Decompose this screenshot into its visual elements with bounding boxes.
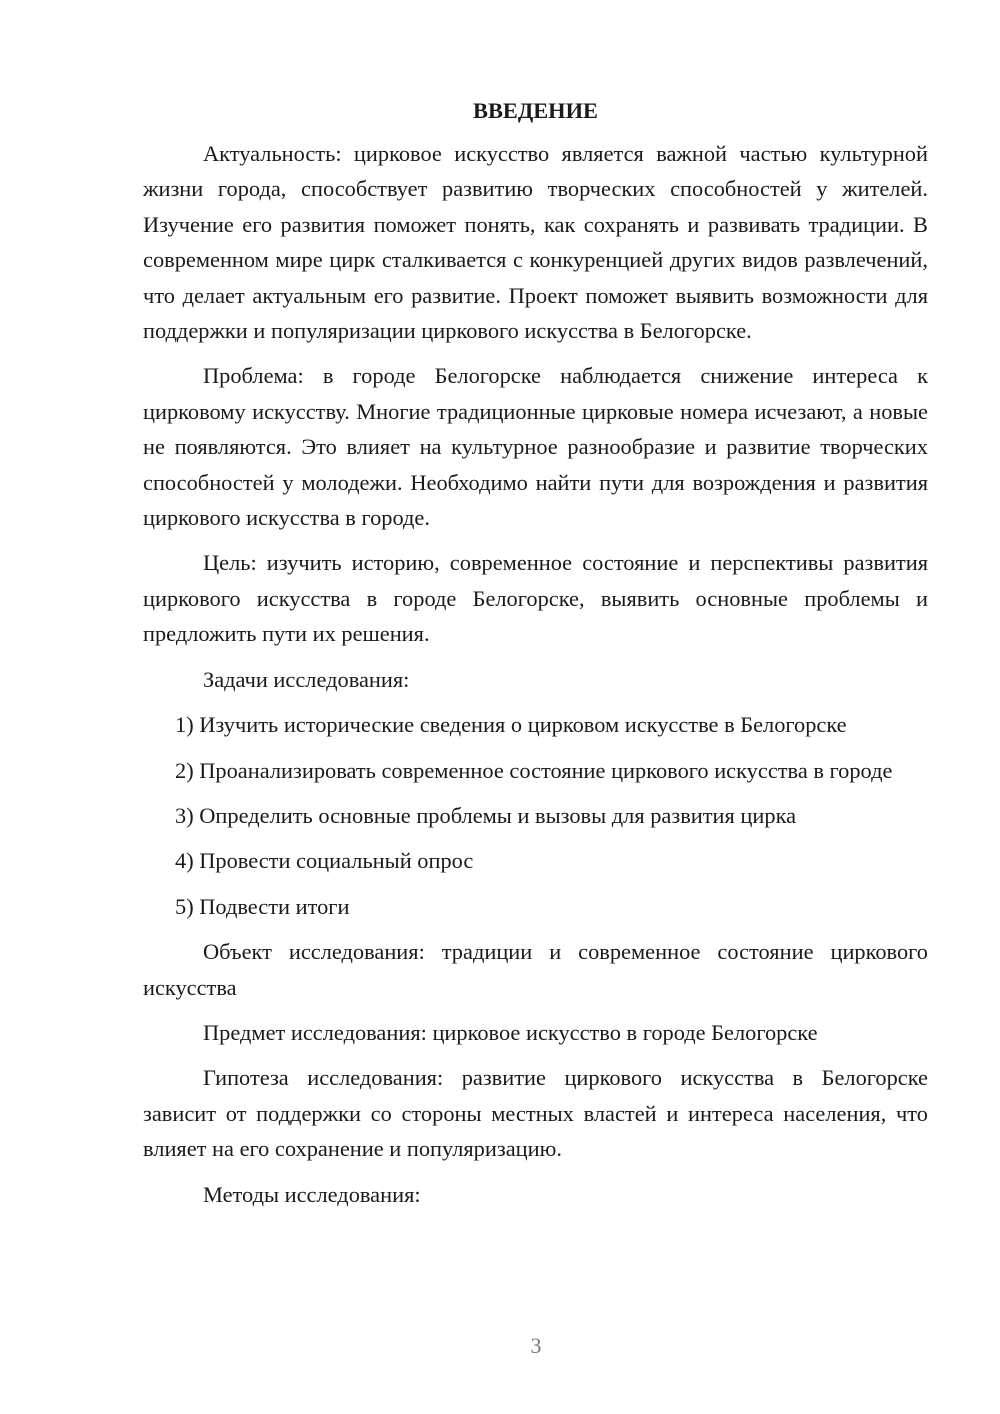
document-body [143,96,928,1222]
task-item: 5) Подвести итоги [175,893,350,919]
problem-paragraph: Проблема: в городе Белогорске наблюдается снижение интереса к цирковому искусству. Многие традиционные цирковые номера исчезают, а новые не появляются. Это влияет на культурное разнообразие и развитие творческих способностей у молодежи. Необходимо найти пути для возрождения и развития циркового искусства в городе. [143,363,928,531]
page-number: 3 [530,1333,542,1358]
task-item: 3) Определить основные проблемы и вызовы для развития цирка [175,802,797,828]
subject-paragraph: Предмет исследования: цирковое искусство в городе Белогорске [203,1019,818,1045]
task-item: 2) Проанализировать современное состояние циркового искусства в городе [175,757,893,783]
object-paragraph: Объект исследования: традиции и современное состояние циркового искусства [143,939,928,1000]
methods-paragraph: Методы исследования: [203,1181,421,1207]
hypothesis-paragraph: Гипотеза исследования: развитие циркового искусства в Белогорске зависит от поддержки со стороны местных властей и интереса населения, что влияет на его сохранение и популяризацию. [143,1065,928,1162]
task-item: 1) Изучить исторические сведения о цирковом искусстве в Белогорске [175,712,847,738]
task-item: 4) Провести социальный опрос [175,848,474,874]
tasks-heading: Задачи исследования: [203,666,410,692]
section-heading: ВВЕДЕНИЕ [473,98,598,123]
goal-paragraph: Цель: изучить историю, современное состояние и перспективы развития циркового искусства в городе Белогорске, выявить основные проблемы и предложить пути их решения. [143,550,928,647]
actuality-paragraph: Актуальность: цирковое искусство является важной частью культурной жизни города, способствует развитию творческих способностей у жителей. Изучение его развития поможет понять, как сохранять и развивать традиции. В современном мире цирк сталкивается с конкуренцией других видов развлечений, что делает актуальным его развитие. Проект поможет выявить возможности для поддержки и популяризации циркового искусства в Белогорске. [143,141,928,344]
